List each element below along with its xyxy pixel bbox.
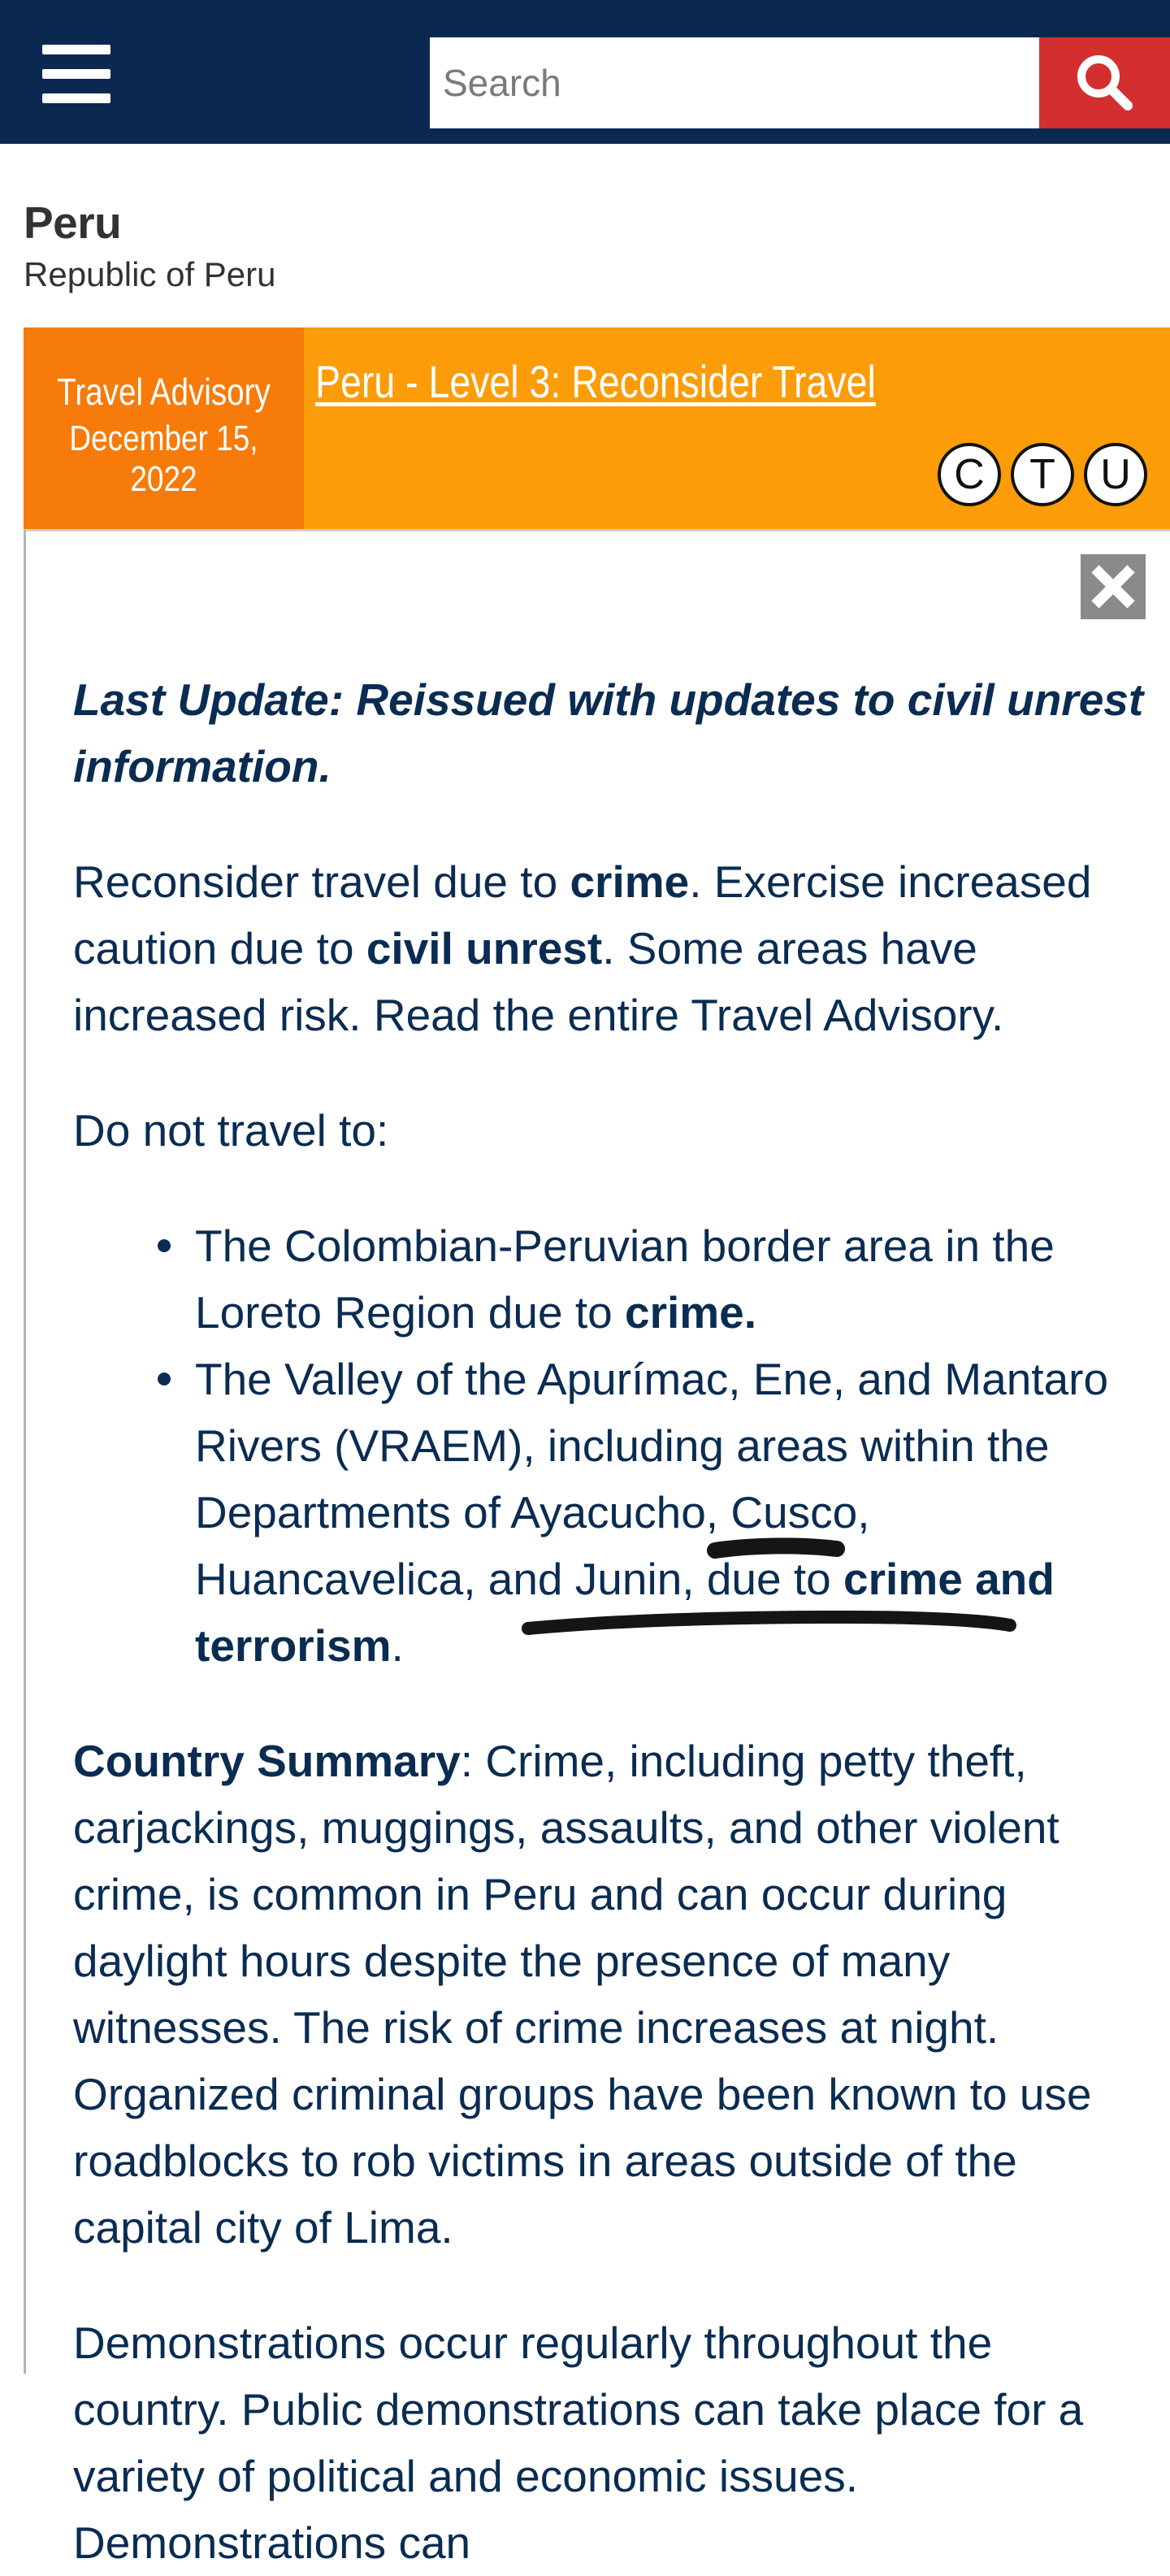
magnifier-icon [1072,50,1138,115]
list-item [195,1346,1154,1679]
list-item-text: The Valley of the Apurímac, Ene, and Mantaro Rivers (VRAEM), including areas within the Departments of Ayacucho, Cusco, Huancavelica, and Junin, due to [195,1354,1109,1604]
top-navigation-bar [0,0,1170,144]
list-item-text: The Colombian-Peruvian border area in the Loreto Region due to [195,1221,1055,1338]
close-button[interactable] [1081,554,1146,619]
civil-unrest-emphasis: civil unrest [366,923,603,974]
country-summary-text: : Crime, including petty theft, carjackings, muggings, assaults, and other violent crime, is common in Peru and can occur during daylight hours despite the presence of many witnesses. The risk of crime increases at night. Organized criminal groups have been known to use roadblocks to rob victims in areas outside of the capital city of Lima. [73,1736,1092,2253]
badge-unrest[interactable]: U [1084,443,1147,506]
list-item-text: . [391,1620,404,1671]
travel-advisory-banner [24,327,1170,529]
intro-text: Reconsider travel due to [73,856,570,907]
crime-emphasis: crime [570,856,690,907]
badge-crime[interactable]: C [938,443,1001,506]
country-summary-label: Country Summary [73,1736,461,1786]
search-button[interactable] [1039,37,1170,128]
intro-text: . Exercise increased caution due to [73,856,1092,974]
page-subtitle: Republic of Peru [24,255,276,293]
intro-text: . Some areas have increased risk. Read the entire Travel Advisory. [73,923,1004,1040]
hamburger-menu-icon[interactable] [42,42,110,106]
page-title: Peru [24,197,122,248]
last-update-note: Last Update: Reissued with updates to civil unrest information. [73,674,1144,791]
badge-terrorism[interactable]: T [1011,443,1074,506]
demonstrations-paragraph: Demonstrations occur regularly throughout the country. Public demonstrations can take place for a variety of political and economic issues. Demonstrations can [73,2318,1084,2568]
close-x-icon [1087,561,1139,613]
advisory-content [73,666,1154,2576]
do-not-travel-list [73,1212,1154,1679]
crime-and-terrorism-link[interactable]: crime and terrorism [195,1554,1055,1671]
do-not-travel-heading: Do not travel to: [73,1105,389,1156]
advisory-date-block [24,327,304,529]
advisory-label: Travel Advisory [57,371,271,413]
search-input[interactable] [430,37,1039,128]
advisory-date: December 15, 2022 [69,418,258,499]
country-summary-paragraph [73,1728,1154,2261]
advisory-title-link[interactable]: Peru - Level 3: Reconsider Travel [315,356,876,407]
crime-link[interactable]: crime. [625,1287,757,1338]
intro-paragraph [73,848,1154,1048]
list-item [195,1212,1154,1346]
